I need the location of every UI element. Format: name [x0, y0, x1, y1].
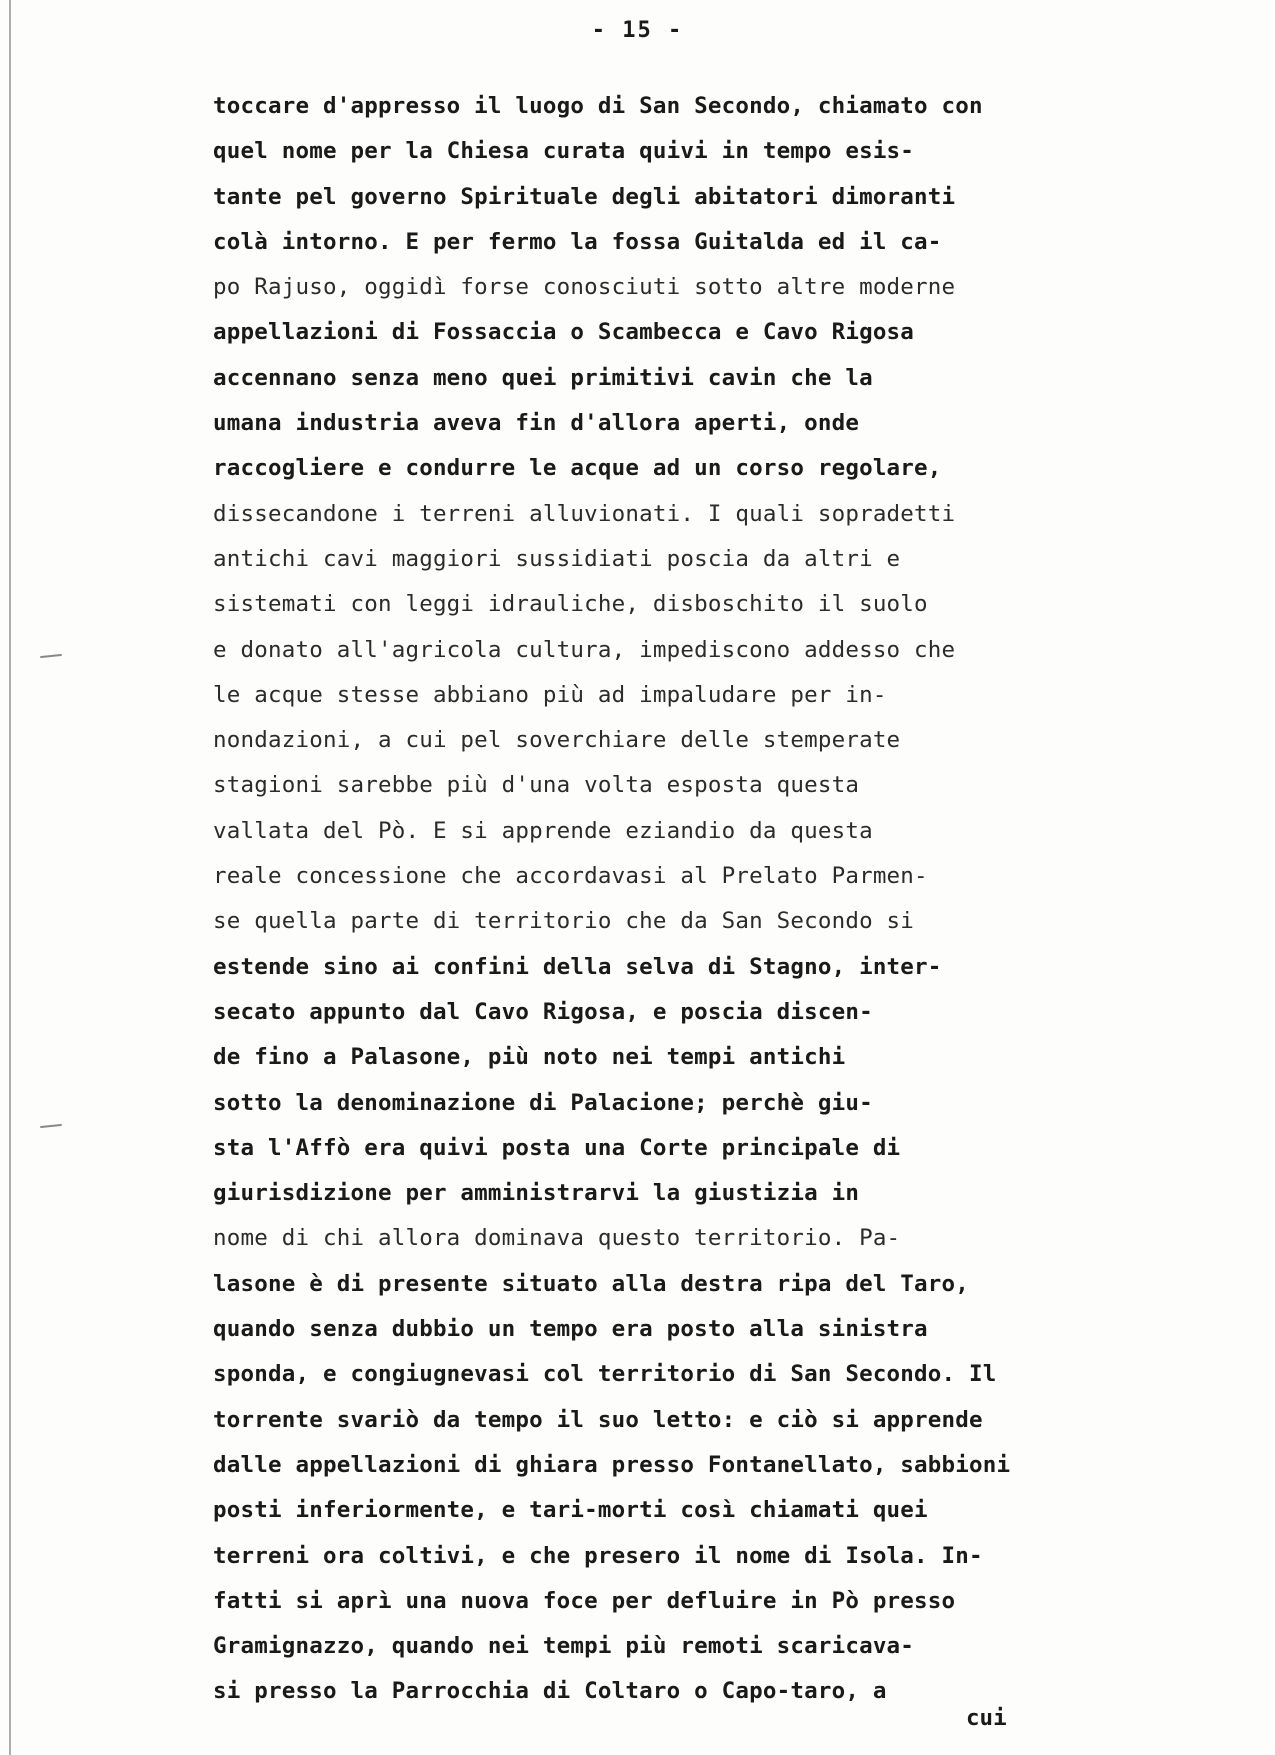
text-line: dissecandone i terreni alluvionati. I quali sopradetti: [213, 500, 956, 527]
text-line: secato appunto dal Cavo Rigosa, e poscia discen-: [213, 998, 873, 1025]
binding-edge: [9, 0, 11, 1755]
text-line: Gramignazzo, quando nei tempi più remoti scaricava-: [213, 1633, 915, 1660]
text-line: nondazioni, a cui pel soverchiare delle stemperate: [213, 727, 901, 754]
binding-mark: [40, 1124, 62, 1128]
text-line: raccogliere e condurre le acque ad un corso regolare,: [213, 455, 942, 482]
text-line: estende sino ai confini della selva di Stagno, inter-: [213, 953, 942, 980]
text-line: e donato all'agricola cultura, impediscono addesso che: [213, 636, 956, 663]
catchword: cui: [966, 1705, 1007, 1731]
text-line: posti inferiormente, e tari-morti così chiamati quei: [213, 1497, 928, 1524]
text-line: se quella parte di territorio che da San Secondo si: [213, 908, 915, 935]
binding-mark: [40, 654, 62, 658]
text-line: colà intorno. E per fermo la fossa Guitalda ed il ca-: [213, 228, 942, 255]
text-line: sotto la denominazione di Palacione; perchè giu-: [213, 1089, 873, 1116]
text-line: nome di chi allora dominava questo territorio. Pa-: [213, 1225, 901, 1252]
text-line: po Rajuso, oggidì forse conosciuti sotto altre moderne: [213, 274, 956, 301]
text-line: umana industria aveva fin d'allora aperti, onde: [213, 410, 860, 437]
text-line: de fino a Palasone, più noto nei tempi antichi: [213, 1044, 846, 1071]
text-line: sta l'Affò era quivi posta una Corte principale di: [213, 1134, 901, 1161]
text-line: antichi cavi maggiori sussidiati poscia da altri e: [213, 545, 901, 572]
text-line: reale concessione che accordavasi al Prelato Parmen-: [213, 863, 928, 890]
text-line: accennano senza meno quei primitivi cavin che la: [213, 364, 873, 391]
text-line: torrente svariò da tempo il suo letto: e ciò si apprende: [213, 1406, 983, 1433]
text-line: le acque stesse abbiano più ad impaludare per in-: [213, 681, 887, 708]
text-line: vallata del Pò. E si apprende eziandio da questa: [213, 817, 873, 844]
text-line: toccare d'appresso il luogo di San Secondo, chiamato con: [213, 93, 983, 119]
text-line: si presso la Parrocchia di Coltaro o Capo-taro, a: [213, 1678, 887, 1705]
text-line: sistemati con leggi idrauliche, disboschito il suolo: [213, 591, 928, 618]
text-line: dalle appellazioni di ghiara presso Fontanellato, sabbioni: [213, 1451, 1011, 1478]
text-line: lasone è di presente situato alla destra ripa del Taro,: [213, 1270, 970, 1297]
text-line: fatti si aprì una nuova foce per defluire in Pò presso: [213, 1587, 956, 1614]
text-line: quando senza dubbio un tempo era posto alla sinistra: [213, 1316, 928, 1343]
text-line: terreni ora coltivi, e che presero il nome di Isola. In-: [213, 1542, 983, 1569]
text-line: sponda, e congiugnevasi col territorio di San Secondo. Il: [213, 1361, 997, 1388]
text-line: stagioni sarebbe più d'una volta esposta questa: [213, 772, 860, 799]
page-number: - 15 -: [591, 18, 684, 43]
text-line: quel nome per la Chiesa curata quivi in tempo esis-: [213, 138, 915, 165]
text-line: tante pel governo Spirituale degli abitatori dimoranti: [213, 183, 956, 210]
body-text: [213, 84, 1213, 1715]
text-line: giurisdizione per amministrarvi la giustizia in: [213, 1180, 860, 1207]
text-line: appellazioni di Fossaccia o Scambecca e Cavo Rigosa: [213, 319, 915, 346]
